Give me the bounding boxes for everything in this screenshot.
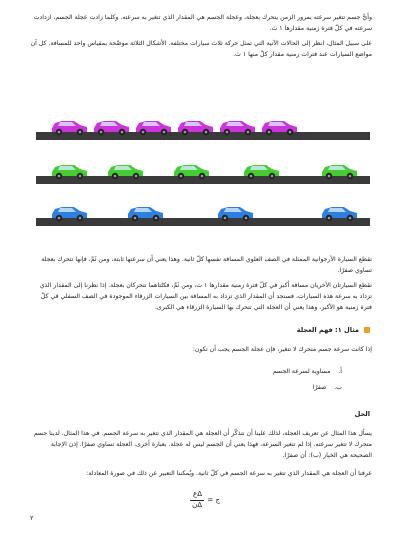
equation-numerator: Δع	[193, 490, 202, 498]
equation-denominator: Δن	[192, 501, 202, 509]
equation-lhs: ج =	[207, 496, 220, 504]
acceleration-equation	[180, 490, 220, 512]
road-top	[36, 132, 370, 140]
option-b-letter: ب.	[334, 384, 342, 391]
paragraph-acceleration-comparison: تقطع السيارتان الأخريان مسافة أكبر في كلّ فترة زمنية مقدارها ١ ث، ومن ثَمَّ، فكلتاهما تتحركان بعجلة. إذا نظرنا إلى المقدار الذي تزداد به سرعة هذه السيارات، فسنجد أن المقدار الذي تزداد به المسافة بين السيارات الزرقاء الموجودة في الصف السفلي في كلّ فترة زمنية هو الأكبر. وهذا يعني أن العجلة التي تتحرك بها السيارة الزرقاء هي الكبرى.	[39, 282, 372, 311]
paragraph-intro: وأيُّ جسم تتغير سرعته بمرور الزمن يتحرك بعجلة، وعجلة الجسم هي المقدار الذي تتغير به سرعته. وكلما زادت عجلة الجسم، ازدادت سرعته في كلّ فترة زمنية مقدارها ١ ث.	[33, 14, 372, 32]
orange-square-icon	[364, 327, 370, 333]
option-a	[273, 368, 342, 375]
solution-heading: الحل	[354, 410, 370, 418]
example-heading	[297, 326, 370, 334]
option-a-text: مساوية لسرعة الجسم	[272, 368, 331, 375]
option-a-letter: أ.	[338, 368, 342, 375]
road-bottom	[36, 218, 370, 226]
equation-intro: عرفنا أن العجلة هي المقدار الذي تتغير به سرعة الجسم في كلّ ثانية. ويُمكننا التعبير عن ذلك في صورة المعادلة:	[86, 470, 372, 477]
solution-paragraph: يسأل هذا المثال عن تعريف العجلة، لذلك علينا أن نتذكّر أن العجلة هي المقدار الذي تتغير به سرعة الجسم. في هذا المثال، لدينا جسم متحرك لا تتغير سرعته. إذا لم تتغير السرعة، فهذا يعني أن الجسم ليس له عجلة. بعبارة أخرى، العجلة تساوي صفرًا. إذن الإجابة الصحيحة هي الخيار (ب): أن صفرًا.	[33, 430, 372, 459]
example-heading-text: مثال ١: فهم العجلة	[296, 326, 359, 334]
example-question: إذا كانت سرعة جسم متحرك لا تتغير، فإن عجلة الجسم يجب أن تكون:	[192, 346, 372, 353]
page-number: ٢	[30, 514, 34, 522]
paragraph-purple-explanation: تقطع السيارة الأرجوانية الممثلة في الصف العلوي المسافة نفسها كلّ ثانية. وهذا يعني أن سرعتها ثابتة، ومن ثَمَّ، فإنها تتحرك بعجلة تساوي صفرًا.	[41, 256, 372, 274]
option-b-text: صفرًا	[312, 384, 327, 391]
cars-figure	[36, 118, 370, 244]
paragraph-example-description: على سبيل المثال، انظر إلى الحالات الآتية التي تمثل حركة ثلاث سيارات مختلفة. الأشكال الثلاثة موضّحة بمقياس واحد للمسافة. كل آن مواضع السيارات عند فترات زمنية مقدار كلّ منها ١ ث.	[30, 40, 372, 58]
option-b	[313, 384, 342, 391]
